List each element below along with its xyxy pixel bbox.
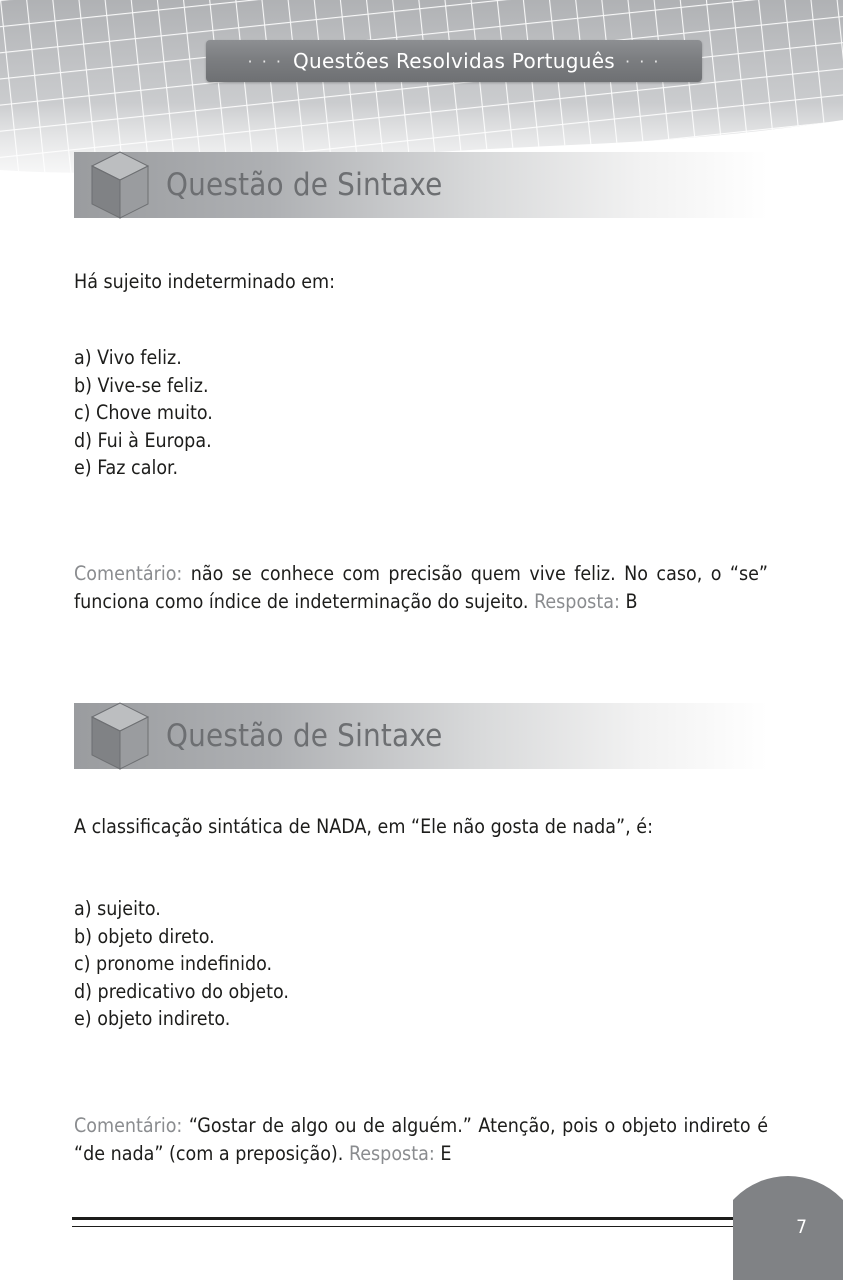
cube-icon [74,691,166,783]
section-2-comment [74,1112,768,1169]
section-1-options [74,344,768,482]
comment-label: Comentário: [74,562,183,585]
section-1-title: Questão de Sintaxe [166,167,443,203]
running-header [206,40,702,82]
running-header-dots-right: · · · [625,51,661,71]
section-1-heading [74,152,768,218]
option-item: e) objeto indireto. [74,1007,231,1031]
running-header-title: Questões Resolvidas Português [292,49,616,73]
comment-text: não se conhece com precisão quem vive feliz. No caso, o “se” funciona como índice de indeterminação do sujeito. [74,562,768,614]
answer-value: E [434,1142,452,1166]
cube-icon [74,140,166,232]
answer-label: Resposta: [348,1142,435,1166]
comment-text: “Gostar de algo ou de alguém.” Atenção, pois o objeto indireto é “de nada” (com a preposição). [74,1114,768,1166]
section-2-heading [74,703,768,769]
option-item: b) objeto direto. [74,924,215,948]
option-item: c) pronome indefinido. [74,952,273,976]
option-item: d) predicativo do objeto. [74,979,289,1003]
running-header-dots-left: · · · [247,51,283,71]
section-2-options [74,895,768,1033]
option-item: b) Vive-se feliz. [74,373,209,397]
option-item: e) Faz calor. [74,456,179,480]
footer-rule-thick [72,1217,772,1220]
section-2-stem: A classificação sintática de NADA, em “Ele não gosta de nada”, é: [74,815,653,838]
section-1-comment [74,560,768,617]
section-1-stem: Há sujeito indeterminado em: [74,270,336,293]
answer-value: B [619,590,638,614]
option-item: c) Chove muito. [74,401,213,425]
option-item: a) Vivo feliz. [74,346,182,369]
option-item: d) Fui à Europa. [74,428,212,452]
comment-label: Comentário: [74,1114,183,1137]
option-item: a) sujeito. [74,897,161,920]
answer-label: Resposta: [534,590,620,614]
page-number: 7 [796,1216,807,1238]
footer-rule-thin [72,1226,772,1227]
section-2-title: Questão de Sintaxe [166,718,443,754]
page-number-shape [733,1160,843,1280]
